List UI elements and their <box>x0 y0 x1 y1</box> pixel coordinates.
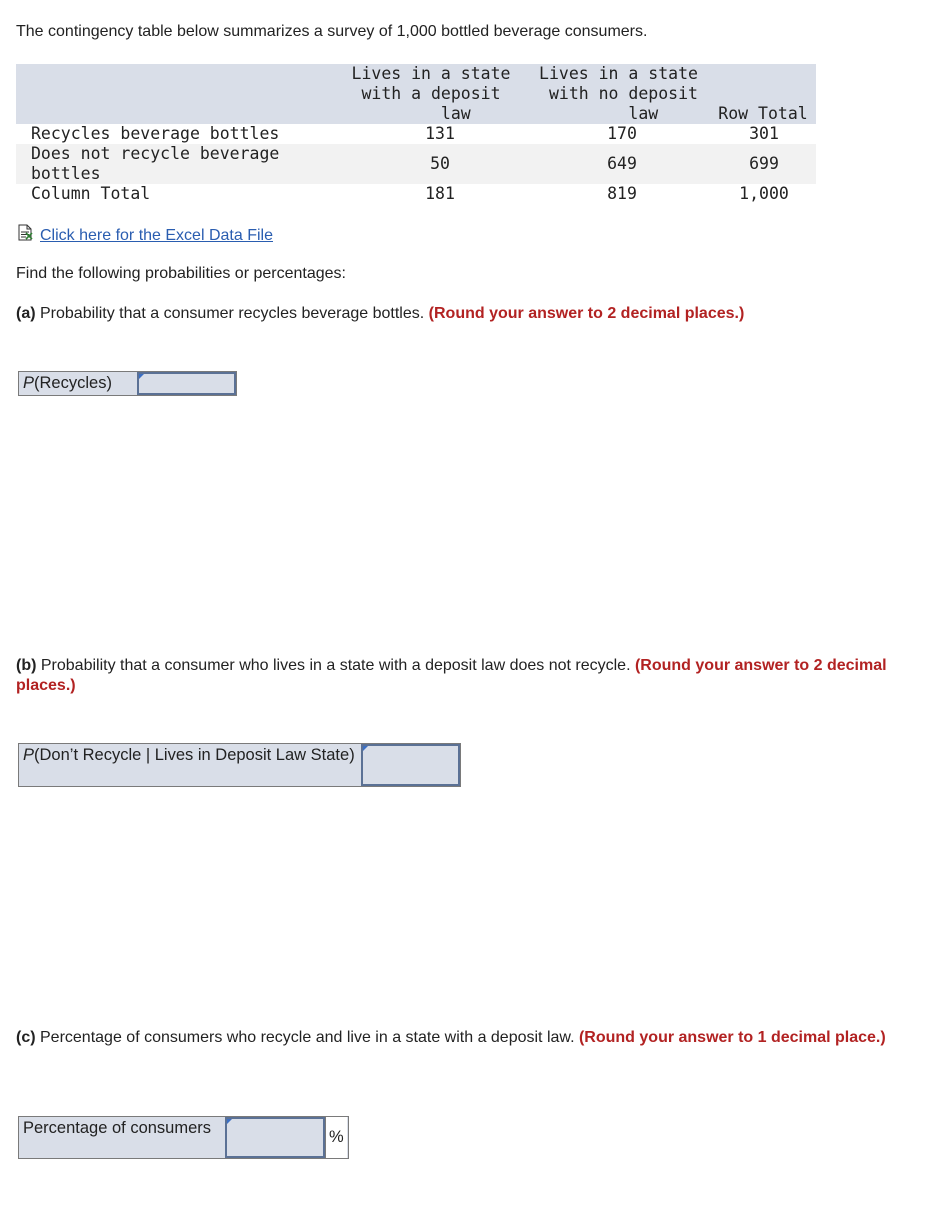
question-c <box>16 1028 916 1048</box>
cell-total: 301 <box>749 124 779 143</box>
header-deposit-law: Lives in a state with a deposit law <box>351 64 511 123</box>
question-c-text: Percentage of consumers who recycle and live in a state with a deposit law. <box>35 1029 579 1046</box>
answer-c-input[interactable] <box>225 1117 325 1158</box>
cell-no-deposit: 819 <box>607 184 637 203</box>
header-no-deposit-law: Lives in a state with no deposit law <box>539 64 698 123</box>
question-a-label: (a) <box>16 305 36 322</box>
question-a <box>16 304 916 324</box>
cell-deposit: 181 <box>425 184 455 203</box>
cell-no-deposit: 170 <box>607 124 637 143</box>
question-b-text: Probability that a consumer who lives in a state with a deposit law does not recycle. <box>36 657 635 674</box>
answer-b-box <box>18 743 461 787</box>
cell-deposit: 131 <box>425 124 455 143</box>
excel-data-link-row <box>17 224 273 247</box>
answer-b-input[interactable] <box>361 744 460 786</box>
cell-deposit: 50 <box>430 154 450 173</box>
cell-total: 1,000 <box>739 184 789 203</box>
answer-c-label: Percentage of consumers <box>23 1119 212 1137</box>
cell-total: 699 <box>749 154 779 173</box>
question-c-round: (Round your answer to 1 decimal place.) <box>578 1029 886 1046</box>
document-icon[interactable] <box>17 224 34 247</box>
intro-text: The contingency table below summarizes a survey of 1,000 bottled beverage consumers. <box>16 23 648 40</box>
answer-c-box <box>18 1116 349 1159</box>
table-row-recycles <box>16 124 816 144</box>
answer-a-box <box>18 371 237 396</box>
header-row-total: Row Total <box>718 104 808 123</box>
question-b-label: (b) <box>16 657 37 674</box>
find-instructions: Find the following probabilities or percentages: <box>16 265 346 282</box>
cell-no-deposit: 649 <box>607 154 637 173</box>
row-label: Column Total <box>31 184 151 203</box>
row-label: Does not recycle beverage bottles <box>31 144 280 183</box>
question-c-label: (c) <box>16 1029 36 1046</box>
answer-a-label: P(Recycles) <box>23 374 112 392</box>
table-row-column-total <box>16 184 816 204</box>
question-a-text: Probability that a consumer recycles beverage bottles. <box>35 305 429 322</box>
table-row-not-recycle <box>16 144 816 184</box>
question-b <box>16 656 916 696</box>
question-a-round: (Round your answer to 2 decimal places.) <box>428 305 745 322</box>
question-b-round: (Round your answer to 2 decimal places.) <box>16 657 887 694</box>
row-label: Recycles beverage bottles <box>31 124 280 143</box>
percent-unit: % <box>325 1117 347 1158</box>
answer-b-label: P(Don’t Recycle | Lives in Deposit Law State) <box>23 746 355 764</box>
answer-a-input[interactable] <box>137 372 236 395</box>
table-header <box>16 64 816 124</box>
excel-data-link[interactable]: Click here for the Excel Data File <box>40 226 273 244</box>
contingency-table <box>16 64 816 204</box>
